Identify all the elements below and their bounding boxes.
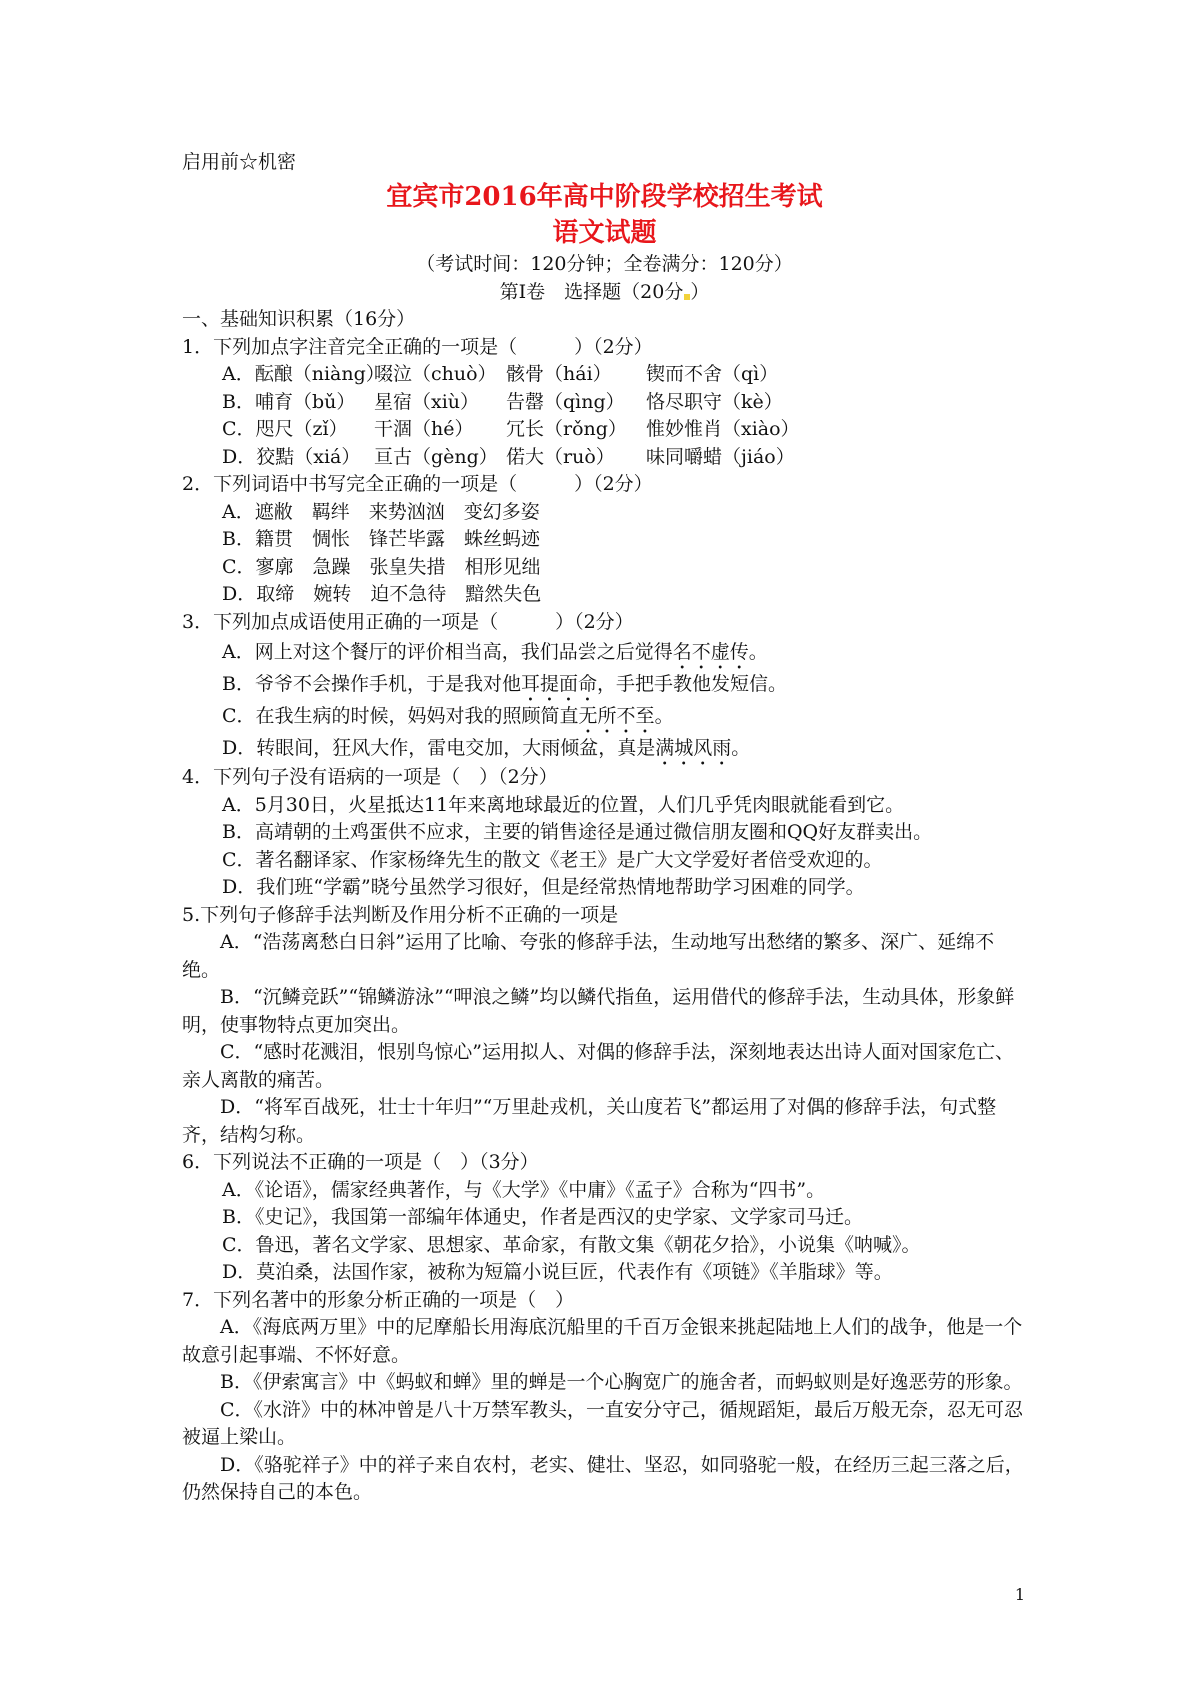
- question-3-option-d: [182, 732, 1027, 764]
- option-cell: 锲而不舍（qì）: [646, 363, 779, 385]
- option-cell: 告罄（qìng）: [506, 390, 625, 413]
- question-7-option-a: A．《海底两万里》中的尼摩船长用海底沉船里的千百万金银来挑起陆地上人们的战争，他是一个故意引起事端、不怀好意。: [182, 1316, 1023, 1366]
- volume-heading-text: 第Ⅰ卷 选择题（20分: [499, 280, 684, 303]
- option-cell: 恪尽职守（kè）: [646, 390, 783, 413]
- question-5-option-d: D．“将军百战死，壮士十年归”“万里赴戎机，关山度若飞”都运用了对偶的修辞手法，句式整齐，结构匀称。: [182, 1096, 997, 1146]
- question-1-option-a: [182, 361, 1027, 389]
- option-text: A．网上对这个餐厅的评价相当高，我们品尝之后觉得: [222, 641, 673, 663]
- option-text: ，手把手教他发短信。: [596, 673, 787, 695]
- dotted-idiom: 无所不至: [578, 705, 655, 727]
- dotted-idiom: 名不虚传: [672, 641, 749, 663]
- question-7-option-c: C．《水浒》中的林冲曾是八十万禁军教头，一直安分守己，循规蹈矩，最后万般无奈，忍无可忍被逼上梁山。: [182, 1398, 1024, 1448]
- question-5-option-a: A．“浩荡离愁白日斜”运用了比喻、夸张的修辞手法，生动地写出愁绪的繁多、深广、延绵不绝。: [182, 931, 995, 981]
- question-7-stem: 7．下列名著中的形象分析正确的一项是（ ）: [182, 1288, 575, 1311]
- question-6-option-b: B．《史记》，我国第一部编年体通史，作者是西汉的史学家、文学家司马迁。: [222, 1206, 863, 1228]
- option-cell: 星宿（xiù）: [374, 390, 480, 413]
- question-3-option-b: [182, 668, 1027, 700]
- option-cell: 冗长（rǒng）: [506, 418, 627, 440]
- option-cell: 偌大（ruò）: [506, 445, 615, 468]
- question-5-option-b: B．“沉鳞竞跃”“锦鳞游泳”“呷浪之鳞”均以鳞代指鱼，运用借代的修辞手法，生动具体，形象鲜明，使事物特点更加突出。: [182, 986, 1015, 1036]
- question-7-option-b: B．《伊索寓言》中《蚂蚁和蝉》里的蝉是一个心胸宽广的施舍者，而蚂蚁则是好逸恶劳的形象。: [220, 1371, 1023, 1393]
- question-2-option-a: A．遮敝 羁绊 来势汹汹 变幻多姿: [222, 500, 540, 523]
- exam-content: [182, 145, 1027, 1507]
- option-text: 。: [654, 705, 674, 727]
- option-text: B．爷爷不会操作手机，于是我对他: [222, 673, 521, 695]
- question-4-stem: 4．下列句子没有语病的一项是（ ）（2分）: [182, 766, 558, 788]
- question-5-stem: 5.下列句子修辞手法判断及作用分析不正确的一项是: [182, 903, 619, 926]
- option-cell: A．酝酿（niàng）: [222, 363, 385, 385]
- confidential-label: 启用前☆机密: [182, 151, 297, 173]
- question-4-option-b: B．高靖朝的土鸡蛋供不应求，主要的销售途径是通过微信朋友圈和QQ好友群卖出。: [222, 821, 933, 843]
- page-number: 1: [1014, 1585, 1025, 1604]
- dotted-idiom: 满城风雨: [655, 737, 732, 759]
- question-5-option-c: C．“感时花溅泪，恨别鸟惊心”运用拟人、对偶的修辞手法，深刻地表达出诗人面对国家危亡、亲人离散的痛苦。: [182, 1041, 1014, 1091]
- question-4-option-c: C．著名翻译家、作家杨绛先生的散文《老王》是广大文学爱好者倍受欢迎的。: [222, 848, 883, 871]
- question-6-option-a: A．《论语》，儒家经典著作，与《大学》《中庸》《孟子》合称为“四书”。: [222, 1178, 826, 1201]
- question-6-stem: 6．下列说法不正确的一项是（ ）（3分）: [182, 1151, 539, 1173]
- option-text: D．转眼间，狂风大作，雷电交加，大雨倾盆，真是: [222, 737, 656, 759]
- exam-subtitle: 语文试题: [552, 218, 657, 248]
- question-6-option-d: D．莫泊桑，法国作家，被称为短篇小说巨匠，代表作有《项链》《羊脂球》等。: [222, 1261, 893, 1283]
- question-4-option-a: A．5月30日，火星抵达11年来离地球最近的位置，人们几乎凭肉眼就能看到它。: [222, 793, 905, 816]
- option-text: 。: [748, 641, 768, 663]
- option-cell: 骸骨（hái）: [506, 363, 612, 385]
- question-3-stem: 3．下列加点成语使用正确的一项是（ ）（2分）: [182, 610, 634, 633]
- question-7-option-d: D．《骆驼祥子》中的祥子来自农村，老实、健壮、坚忍，如同骆驼一般，在经历三起三落之后，仍然保持自己的本色。: [182, 1453, 1024, 1503]
- exam-info: （考试时间：120分钟；全卷满分：120分）: [416, 253, 793, 275]
- question-6-option-c: C．鲁迅，著名文学家、思想家、革命家，有散文集《朝花夕拾》，小说集《呐喊》。: [222, 1233, 921, 1256]
- question-2-option-d: D．取缔 婉转 迫不急待 黯然失色: [222, 583, 542, 605]
- question-4-option-d: D．我们班“学霸”晓兮虽然学习很好，但是经常热情地帮助学习困难的同学。: [222, 876, 865, 898]
- volume-heading: 第Ⅰ卷 选择题（20分 ）: [499, 280, 710, 303]
- option-text: 。: [731, 737, 751, 759]
- option-cell: B．哺育（bǔ）: [222, 390, 356, 413]
- question-1-option-d: [182, 444, 1027, 472]
- option-cell: 干涸（hé）: [374, 418, 474, 440]
- option-cell: D．狡黠（xiá）: [222, 445, 361, 468]
- question-1-option-b: [182, 389, 1027, 417]
- highlight-mark: [684, 294, 690, 300]
- dotted-idiom: 耳提面命: [520, 673, 597, 695]
- exam-title: 宜宾市2016年高中阶段学校招生考试: [386, 182, 823, 212]
- option-cell: C．咫尺（zǐ）: [222, 418, 348, 440]
- question-1-stem: 1．下列加点字注音完全正确的一项是（ ）（2分）: [182, 335, 653, 358]
- question-1-option-c: [182, 416, 1027, 444]
- option-cell: 亘古（gèng）: [374, 445, 498, 468]
- option-cell: 啜泣（chuò）: [374, 363, 497, 385]
- question-3-option-c: [182, 700, 1027, 732]
- option-cell: 惟妙惟肖（xiào）: [646, 418, 800, 440]
- question-2-stem: 2．下列词语中书写完全正确的一项是（ ）（2分）: [182, 473, 653, 495]
- question-2-option-c: C．寥廓 急躁 张皇失措 相形见绌: [222, 555, 541, 578]
- option-cell: 味同嚼蜡（jiáo）: [646, 445, 795, 468]
- question-2-option-b: B．籍贯 惆怅 锋芒毕露 蛛丝蚂迹: [222, 528, 540, 550]
- section-heading: 一、基础知识积累（16分）: [182, 308, 416, 330]
- option-text: C．在我生病的时候，妈妈对我的照顾简直: [222, 705, 579, 727]
- question-3-option-a: [182, 636, 1027, 668]
